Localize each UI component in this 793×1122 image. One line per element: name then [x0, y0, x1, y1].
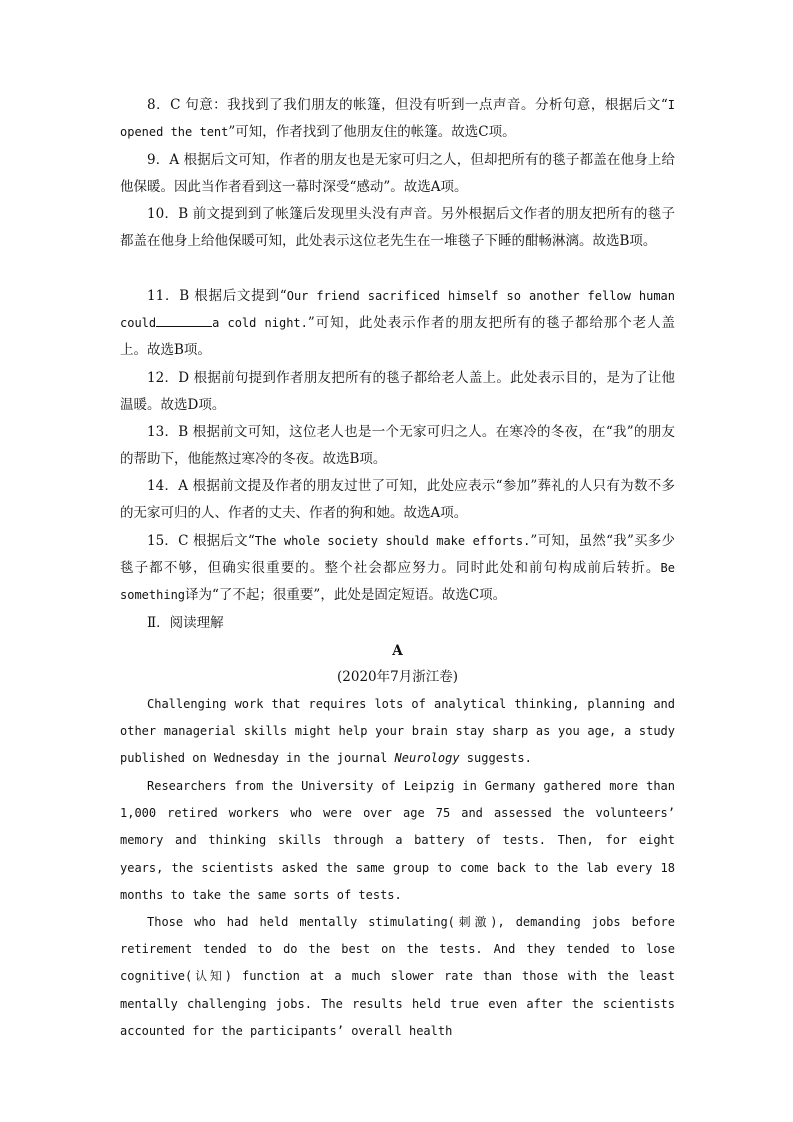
paragraph-text: suggests.	[459, 751, 532, 766]
answer-text: 根据前文提及作者的朋友过世了可知，此处应表示“参加”葬礼的人只有为数不多的无家可归的人、作者的丈夫、作者的狗和她。故选A项。	[120, 478, 675, 522]
answer-9	[120, 147, 675, 201]
answer-number: 15．C	[147, 533, 189, 549]
answer-text: 根据后文“	[192, 533, 255, 549]
answer-8	[120, 92, 675, 146]
passage-label-text: A	[392, 643, 403, 659]
fill-blank	[156, 314, 212, 327]
answer-text: 根据后文提到“	[194, 288, 287, 304]
answer-text: ”可知，作者找到了他朋友住的帐篷。故选C项。	[228, 124, 516, 141]
passage-paragraph	[120, 691, 675, 773]
answer-text: 根据后文可知，作者的朋友也是无家可归之人，但却把所有的毯子都盖在他身上给他保暖。因此当作者看到这一幕时深受“感动”。故选A项。	[120, 152, 676, 196]
answer-number: 11．B	[147, 288, 190, 304]
answer-11	[120, 283, 675, 365]
answer-number: 12．D	[147, 370, 190, 386]
passage-source-text: (2020年7月浙江卷)	[337, 669, 458, 685]
answer-text: 译为“了不起；很重要”，此处是固定短语。故选C项。	[185, 587, 507, 604]
answer-number: 13．B	[147, 424, 189, 440]
answer-number: 9．A	[147, 152, 180, 168]
answer-13	[120, 419, 675, 473]
answer-text: ”可知，虽然“我”买多少毯子都不够，但确实很重要的。整个社会都应努力。同时此处和前句构成前后转折。	[120, 533, 675, 577]
passage-source	[120, 664, 675, 691]
answer-number: 14．A	[147, 478, 188, 494]
paragraph-text: Those who had held mentally stimulating(刺激), demanding jobs before retirement tended to do the best on the tests. And they tended to lose cognitive(认知) function at a much slower rate than those with the least mentally challenging jobs. The results held true even after the scientists accounted for the participants’ overall health	[120, 915, 675, 1038]
answer-10	[120, 201, 675, 255]
section-heading	[120, 610, 675, 637]
answer-text: 根据前句提到作者朋友把所有的毯子都给老人盖上。此处表示目的，是为了让他温暖。故选D项。	[120, 370, 675, 414]
answer-12	[120, 365, 675, 419]
answer-text: ”可知，此处表示作者的朋友把所有的毯子都给那个老人盖上。故选B项。	[120, 315, 676, 359]
paragraph-text: Researchers from the University of Leipzig in Germany gathered more than 1,000 retired workers who were over age 75 and assessed the volunteers’ memory and thinking skills through a battery of tests. Then, for eight years, the scientists asked the same group to come back to the lab every 18 months to take the same sorts of tests.	[120, 779, 675, 902]
section-heading-text: Ⅱ．阅读理解	[147, 615, 224, 631]
answer-number: 10．B	[147, 206, 189, 222]
answer-text: 句意：我找到了我们朋友的帐篷，但没有听到一点声音。分析句意，根据后文“	[185, 97, 668, 113]
passage-paragraph	[120, 909, 675, 1045]
answer-quote: a cold night.	[212, 316, 308, 331]
answer-number: 8．C	[147, 97, 181, 113]
answer-quote: The whole society should make efforts.	[254, 534, 531, 548]
passage-paragraph	[120, 773, 675, 909]
answer-text: 根据前文可知，这位老人也是一个无家可归之人。在寒冷的冬夜，在“我”的朋友的帮助下，他能熬过寒冷的冬夜。故选B项。	[120, 424, 675, 468]
answer-text: 前文提到到了帐篷后发现里头没有声音。另外根据后文作者的朋友把所有的毯子都盖在他身上给他保暖可知，此处表示这位老先生在一堆毯子下睡的酣畅淋漓。故选B项。	[120, 206, 675, 250]
journal-name: Neurology	[394, 751, 460, 766]
answer-14	[120, 473, 675, 527]
answer-quote: I opened the tent	[120, 98, 676, 140]
passage-label	[120, 638, 675, 665]
answer-quote: Be something	[120, 561, 675, 603]
answer-15	[120, 528, 675, 610]
paragraph-text: Challenging work that requires lots of analytical thinking, planning and other managerial skills might help your brain stay sharp as you age, a study published on Wednesday in the journal	[120, 697, 675, 766]
answer-quote: Our friend sacrificed himself so another fellow human could	[120, 289, 675, 331]
